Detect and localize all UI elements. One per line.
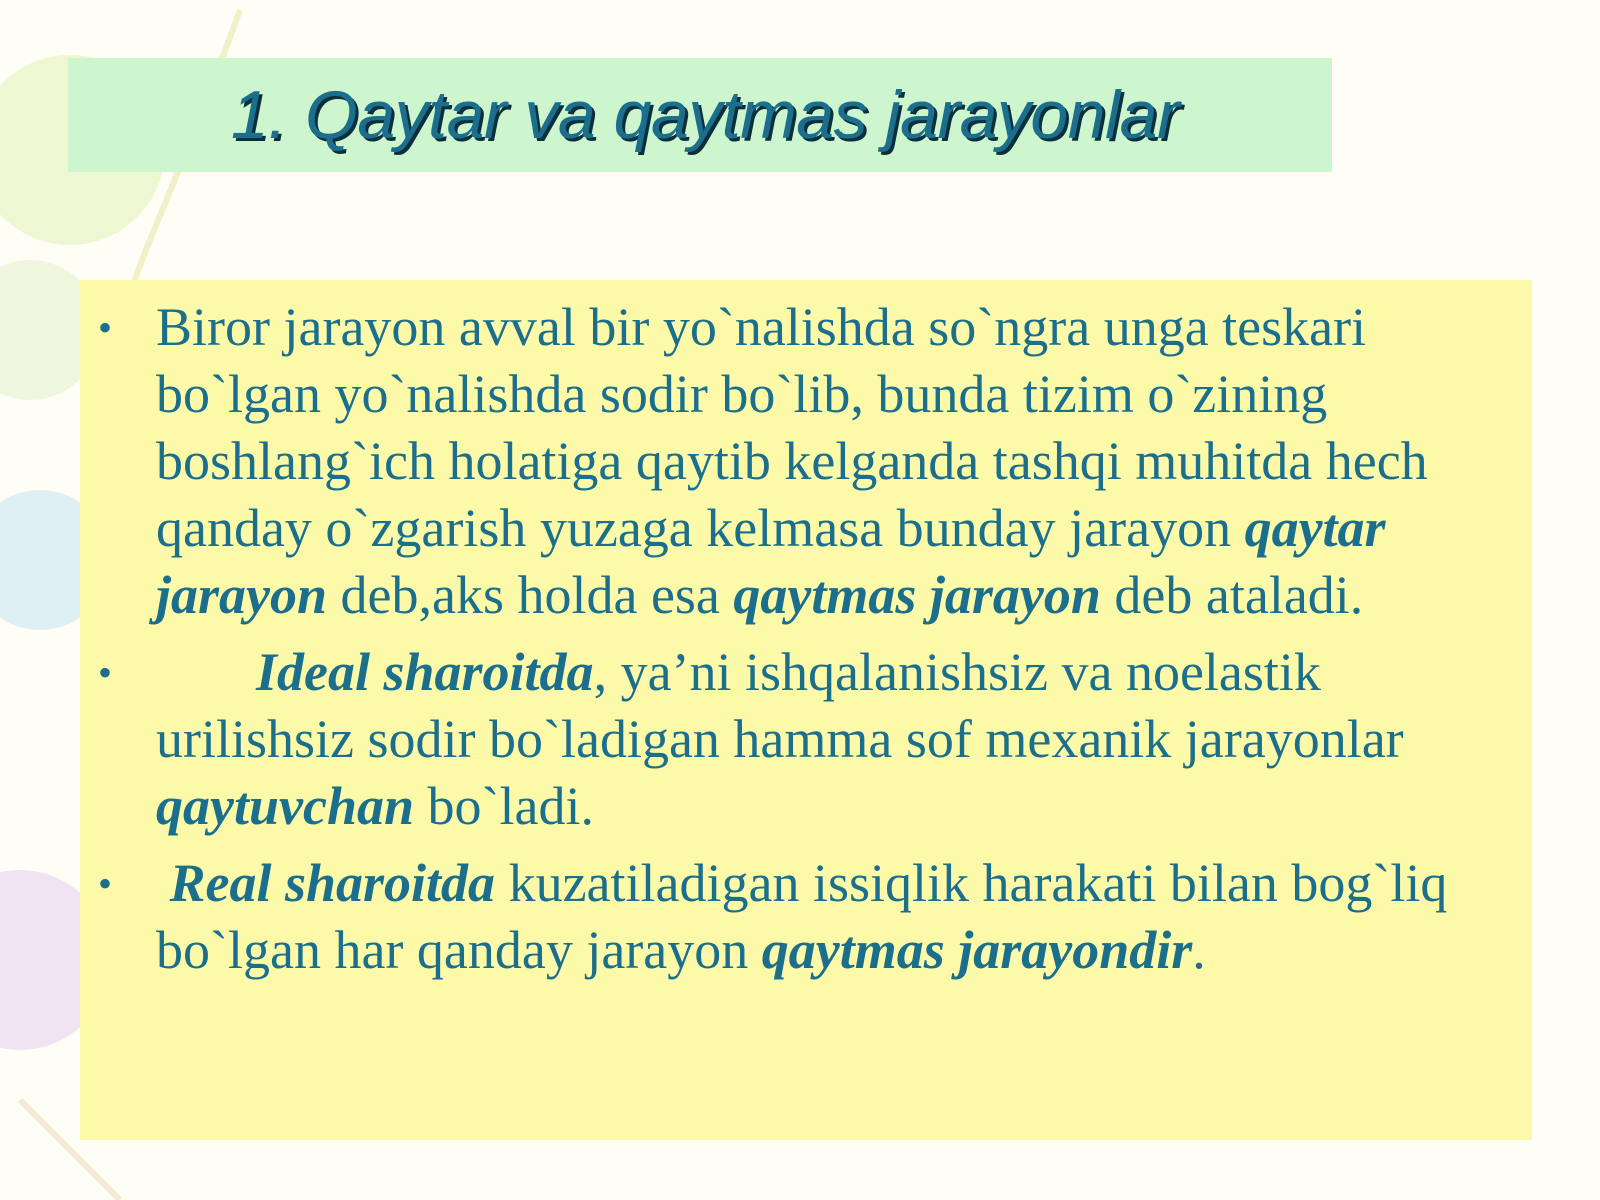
emphasis-term: qaytmas jarayon xyxy=(733,565,1101,625)
bullet-item-reversible-definition xyxy=(80,294,1532,629)
text-segment: bo`ladi. xyxy=(414,776,594,836)
content-panel xyxy=(80,280,1532,1140)
emphasis-term: qaytar jarayon xyxy=(156,498,1386,625)
bullet-item-real-conditions xyxy=(80,850,1532,984)
bullet-dot: • xyxy=(98,861,113,906)
text-segment: Biror jarayon avval bir yo`nalishda so`ngra unga teskari bo`lgan yo`nalishda sodir bo`lib, bunda tizim o`zining boshlang`ich holatiga qaytib kelganda tashqi muhitda hech qanday o`zgarish yuzaga kelmasa bunday jarayon xyxy=(156,297,1428,558)
emphasis-term: Ideal sharoitda xyxy=(256,642,594,702)
bullet-dot: • xyxy=(98,650,113,695)
text-segment: kuzatiladigan issiqlik harakati bilan bog`liq bo`lgan har qanday jarayon xyxy=(156,853,1448,980)
bullet-list xyxy=(80,294,1532,994)
emphasis-term: Real sharoitda xyxy=(169,853,496,913)
title-banner xyxy=(68,58,1332,172)
slide-title: 1. Qaytar va qaytmas jarayonlar xyxy=(230,77,1180,153)
text-segment: deb ataladi. xyxy=(1100,565,1364,625)
bullet-dot: • xyxy=(98,305,113,350)
bullet-item-ideal-conditions xyxy=(80,639,1532,840)
text-segment: deb,aks holda esa xyxy=(327,565,734,625)
text-segment: , ya’ni ishqalanishsiz va noelastik urilishsiz sodir bo`ladigan hamma sof mexanik jarayonlar xyxy=(156,642,1404,769)
text-segment: . xyxy=(1192,920,1206,980)
emphasis-term: qaytmas jarayondir xyxy=(761,920,1193,980)
emphasis-term: qaytuvchan xyxy=(156,776,415,836)
